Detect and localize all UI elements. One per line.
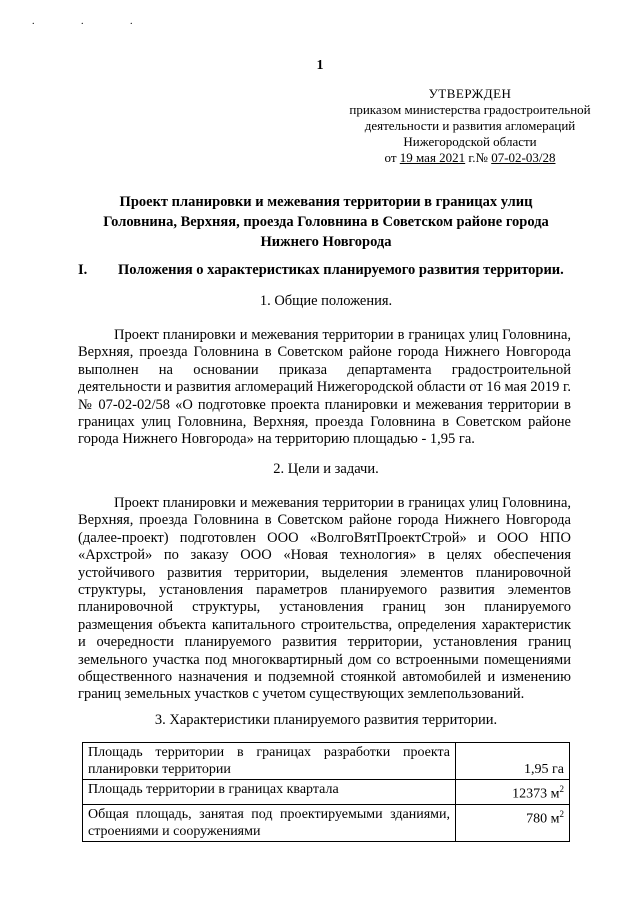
approval-date: 19 мая 2021 [399, 150, 466, 165]
number-prefix: г.№ [468, 150, 488, 165]
document-title [78, 192, 574, 252]
characteristics-table [82, 742, 570, 842]
page-number: 1 [316, 58, 324, 73]
value-text: 12373 м [512, 786, 560, 802]
approval-line-3: Нижегородской области [403, 134, 537, 149]
scan-marks: . . . [32, 16, 155, 27]
approval-line-1: приказом министерства градостроительной [349, 102, 591, 117]
table-cell-label: Общая площадь, занятая под проектируемыми зданиями, строениями и сооружениями [83, 804, 456, 841]
table-cell-value [456, 780, 570, 805]
section-title: Положения о характеристиках планируемого развития территории. [118, 262, 564, 278]
title-line-3: Нижнего Новгорода [260, 234, 392, 250]
subsection-goals: 2. Цели и задачи. [273, 461, 379, 477]
value-text: 780 м [526, 811, 560, 827]
value-text: 1,95 га [524, 762, 564, 777]
table-row [83, 804, 570, 841]
title-line-1: Проект планировки и межевания территории в границах улиц [119, 194, 533, 210]
approval-stamp [320, 86, 620, 166]
paragraph-general: Проект планировки и межевания территории в границах улиц Головнина, Верхняя, проезда Головнина в Советском районе города Нижнего Новгорода выполнен на основании приказа департамента градостроительной деятельности и развития агломераций Нижегородской области от 16 мая 2019 г. № 07-02-02/58 «О подготовке проекта планировки и межевания территории в границах улиц Головнина, Верхняя, проезда Головнина в Советском районе города Нижнего Новгорода» на территорию площадью - 1,95 га. [78, 327, 571, 448]
approval-number: 07-02-03/28 [491, 150, 556, 165]
section-number: I. [78, 262, 88, 278]
subsection-characteristics: 3. Характеристики планируемого развития территории. [154, 712, 498, 728]
section-heading [78, 262, 574, 279]
approval-heading: УТВЕРЖДЕН [428, 86, 512, 101]
table-cell-label: Площадь территории в границах квартала [83, 780, 456, 805]
approval-date-line [320, 150, 620, 166]
subsection-general: 1. Общие положения. [259, 293, 393, 309]
table-cell-value [456, 804, 570, 841]
date-prefix: от [384, 150, 397, 165]
table-cell-value [456, 743, 570, 780]
title-line-2: Головнина, Верхняя, проезда Головнина в Советском районе города [103, 214, 549, 230]
table-cell-label: Площадь территории в границах разработки проекта планировки территории [83, 743, 456, 780]
unit-superscript: 2 [559, 784, 564, 794]
approval-line-2: деятельности и развития агломераций [364, 118, 576, 133]
unit-superscript: 2 [559, 808, 564, 819]
table-row [83, 743, 570, 780]
table-row [83, 780, 570, 805]
paragraph-goals: Проект планировки и межевания территории в границах улиц Головнина, Верхняя, проезда Головнина в Советском районе города Нижнего Новгорода (далее-проект) подготовлен ООО «ВолгоВятПроектСтрой» и ООО НПО «Архстрой» по заказу ООО «Новая технология» в целях обеспечения устойчивого развития территории, выделения элементов планировочной структуры, установления параметров планируемого развития элементов планировочной структуры, установления границ зон планируемого размещения объекта капитального строительства, определения характеристик и очередности планируемого развития территории, установления границ земельного участка под многоквартирный дом со встроенными помещениями общественного назначения и подземной стоянкой автомобилей и изменению границ земельных участков с учетом существующих землепользований. [78, 495, 571, 703]
